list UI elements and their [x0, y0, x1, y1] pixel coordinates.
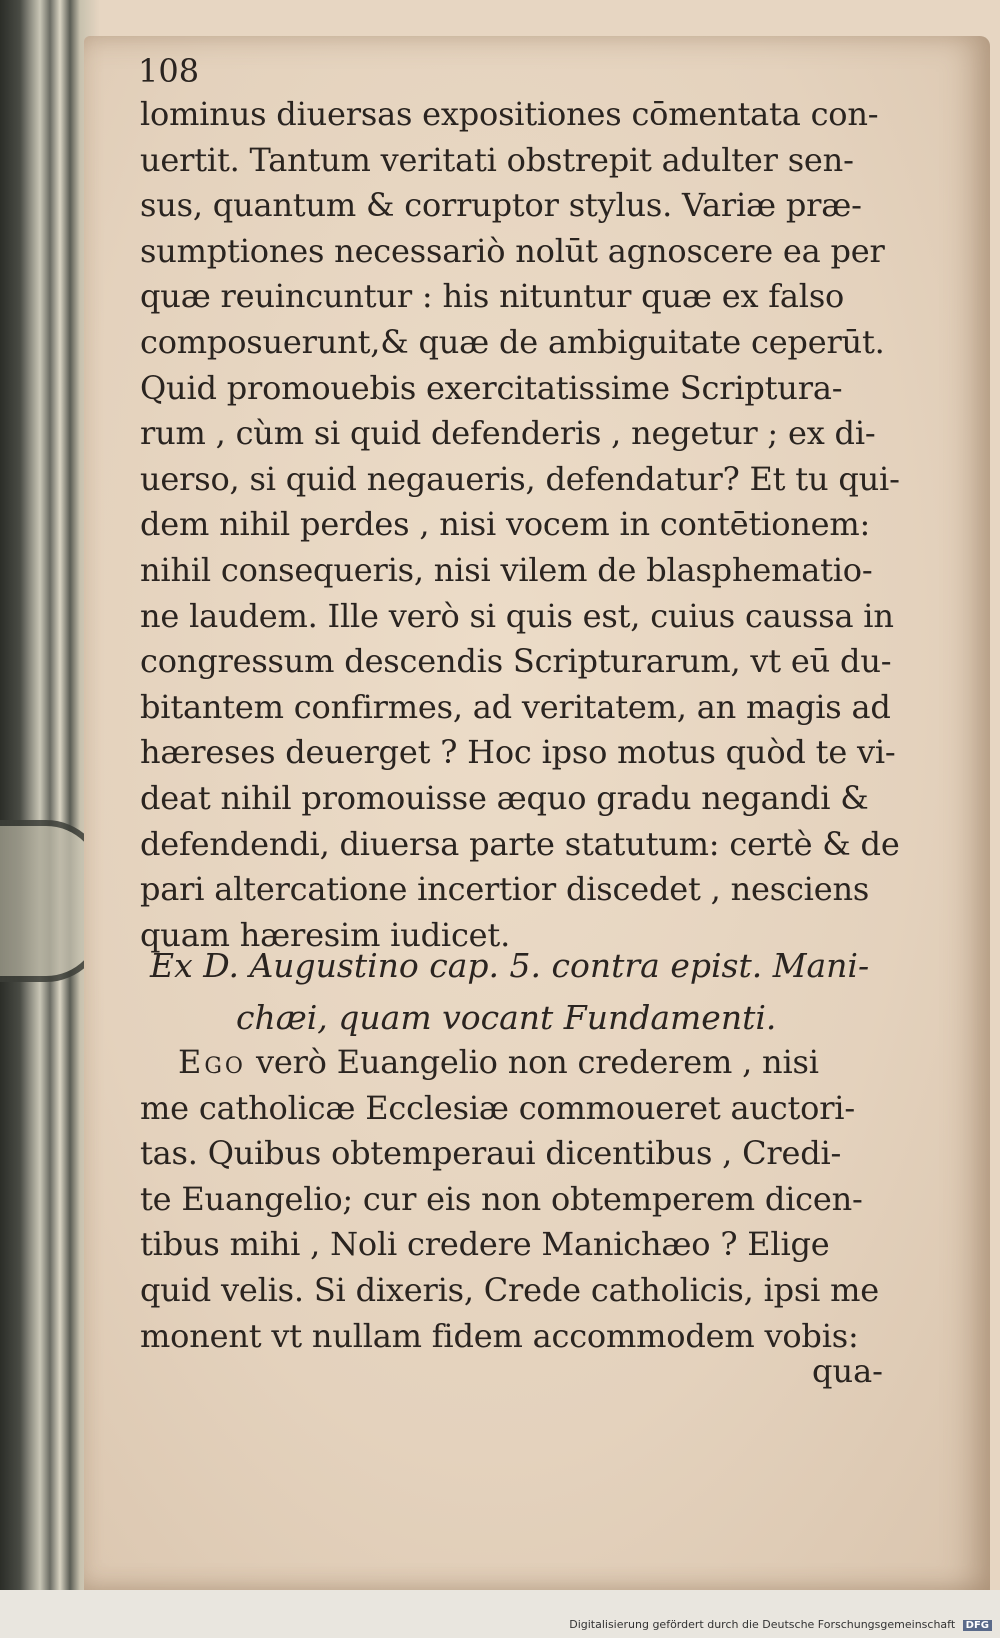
- text-line: congressum descendis Scripturarum, vt eū du-: [140, 642, 892, 681]
- text-line: bitantem confirmes, ad veritatem, an magis ad: [140, 687, 891, 726]
- text-line: monent vt nullam fidem accommodem vobis:: [140, 1316, 859, 1355]
- text-line: me catholicæ Ecclesiæ commoueret auctori-: [140, 1088, 855, 1127]
- text-line: uertit. Tantum veritati obstrepit adulter sen-: [140, 140, 854, 179]
- heading-line-1: Ex D. Augustino cap. 5. contra epist. Mani-: [150, 946, 870, 985]
- initial-word: Ego: [178, 1043, 246, 1081]
- text-line: quid velis. Si dixeris, Crede catholicis, ipsi me: [140, 1270, 880, 1309]
- text-line: lominus diuersas expositiones cōmentata con-: [140, 95, 879, 133]
- text-line: pari altercatione incertior discedet , nesciens: [140, 870, 870, 909]
- paragraph-2: [140, 1040, 880, 1359]
- catchword: qua-: [812, 1352, 883, 1390]
- footer-text: Digitalisierung gefördert durch die Deutsche Forschungsgemeinschaft: [569, 1618, 956, 1631]
- text-line: composuerunt,& quæ de ambiguitate ceperūt.: [140, 322, 885, 361]
- text-line: sumptiones necessariò nolūt agnoscere ea per: [140, 231, 885, 270]
- text-line: dem nihil perdes , nisi vocem in contētionem:: [140, 505, 871, 544]
- text-line: te Euangelio; cur eis non obtemperem dicen-: [140, 1179, 863, 1218]
- text-line-first: [140, 1040, 880, 1086]
- text-line: quam hæresim iudicet.: [140, 915, 511, 954]
- text-line: ne laudem. Ille verò si quis est, cuius caussa in: [140, 596, 894, 635]
- text-line: tibus mihi , Noli credere Manichæo ? Elige: [140, 1225, 830, 1264]
- text-line: sus, quantum & corruptor stylus. Variæ præ-: [140, 186, 862, 225]
- heading-line-2: chæi, quam vocant Fundamenti.: [236, 998, 777, 1037]
- text-line: deat nihil promouisse æquo gradu negandi &: [140, 778, 869, 817]
- text-line: tas. Quibus obtemperaui dicentibus , Credi-: [140, 1134, 842, 1173]
- digitization-footer: [569, 1618, 992, 1631]
- dfg-logo: DFG: [963, 1620, 992, 1631]
- section-heading: [150, 940, 890, 1044]
- page-number: 108: [138, 52, 200, 90]
- text-line: uerso, si quid negaueris, defendatur? Et tu qui-: [140, 459, 900, 498]
- text-line: rum , cùm si quid defenderis , negetur ; ex di-: [140, 414, 876, 453]
- text-line: hæreses deuerget ? Hoc ipso motus quòd te vi-: [140, 733, 896, 772]
- text-line: defendendi, diuersa parte statutum: certè & de: [140, 824, 900, 863]
- text-line-rest: verò Euangelio non crederem , nisi: [255, 1043, 819, 1081]
- paragraph-1: [140, 92, 900, 958]
- text-line: nihil consequeris, nisi vilem de blasphematio-: [140, 550, 873, 589]
- text-line: quæ reuincuntur : his nituntur quæ ex falso: [140, 277, 845, 316]
- text-line: Quid promouebis exercitatissime Scriptura-: [140, 368, 843, 407]
